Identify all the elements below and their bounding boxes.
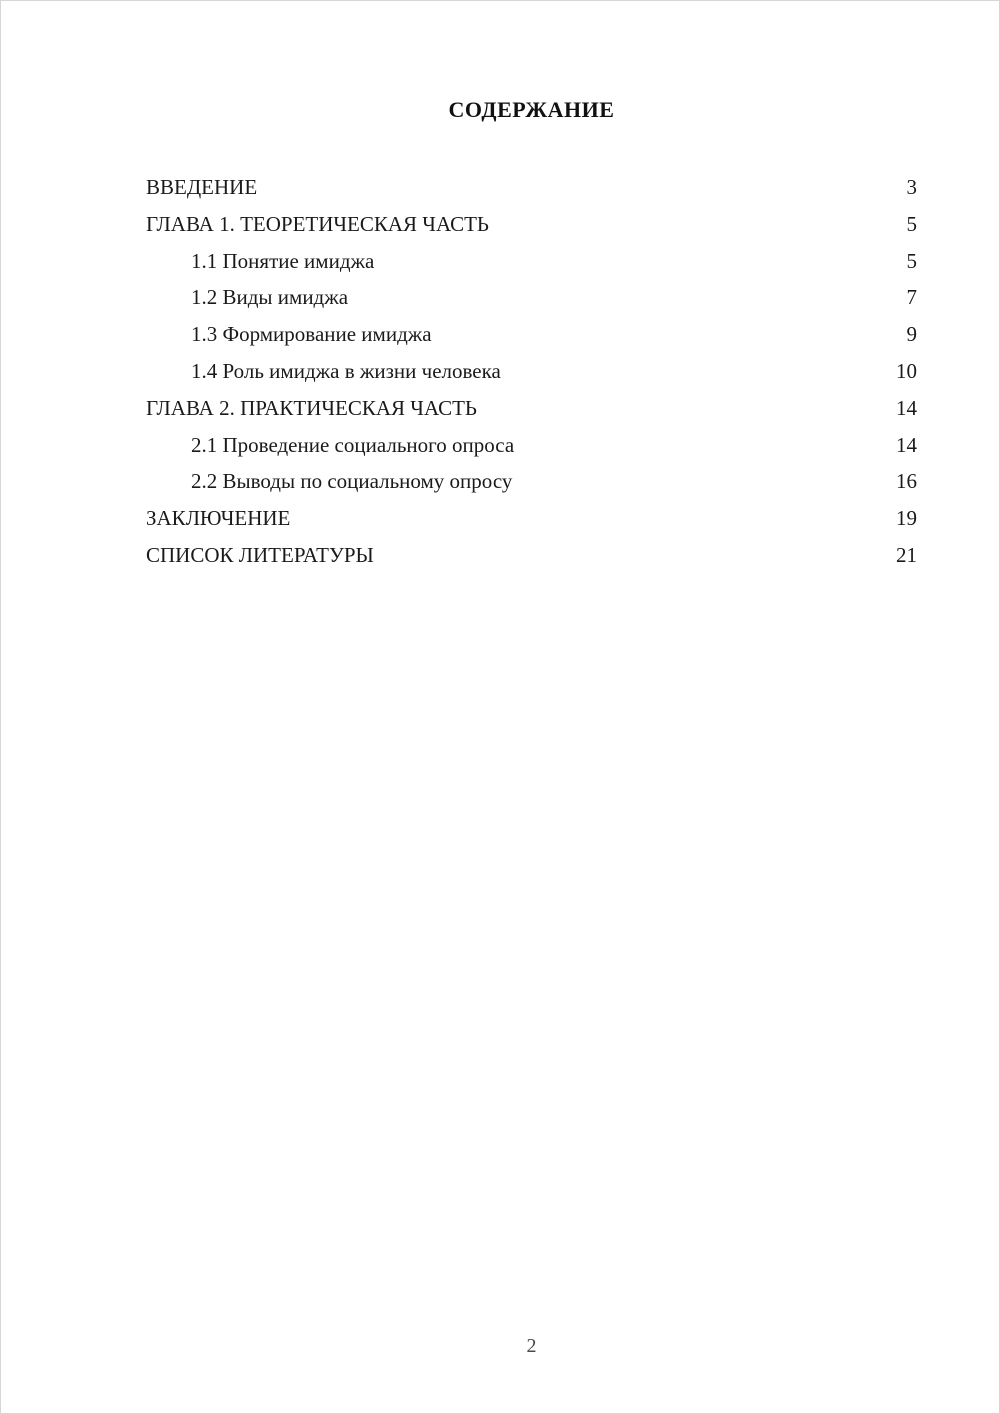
toc-entry [146, 537, 917, 574]
toc-entry [146, 169, 917, 206]
toc-entry [146, 427, 917, 464]
toc-entry-page: 14 [896, 395, 917, 420]
toc-entry-label: 2.1 Проведение социального опроса [191, 432, 515, 457]
toc-entry-page: 3 [906, 175, 917, 199]
toc-entry-page: 21 [896, 542, 917, 567]
toc-entry-label: 1.2 Виды имиджа [191, 285, 349, 310]
toc-entry-page: 9 [906, 322, 917, 347]
toc-entry [146, 279, 917, 316]
toc-entry [146, 500, 917, 537]
table-of-contents [146, 169, 917, 574]
page-content [146, 97, 917, 574]
toc-entry-label: 1.4 Роль имиджа в жизни человека [191, 358, 501, 383]
toc-entry-label: 1.3 Формирование имиджа [191, 322, 432, 347]
toc-entry-label: 1.1 Понятие имиджа [191, 248, 375, 273]
toc-entry-label: ГЛАВА 2. ПРАКТИЧЕСКАЯ ЧАСТЬ [146, 395, 477, 420]
toc-entry [146, 463, 917, 500]
toc-entry-page: 5 [906, 211, 917, 236]
toc-entry-label: ГЛАВА 1. ТЕОРЕТИЧЕСКАЯ ЧАСТЬ [146, 211, 489, 236]
toc-entry [146, 316, 917, 353]
footer-page-number: 2 [526, 1335, 537, 1357]
toc-entry-page: 19 [896, 506, 917, 531]
toc-entry-page: 14 [896, 432, 917, 457]
toc-entry [146, 243, 917, 280]
toc-entry-page: 10 [896, 358, 917, 383]
toc-entry-page: 16 [896, 469, 917, 494]
toc-entry-page: 5 [906, 248, 917, 273]
toc-entry [146, 353, 917, 390]
page-title: СОДЕРЖАНИЕ [448, 97, 615, 122]
toc-entry-page: 7 [906, 285, 917, 310]
toc-entry-label: 2.2 Выводы по социальному опросу [191, 469, 513, 494]
toc-entry-label: СПИСОК ЛИТЕРАТУРЫ [146, 542, 374, 567]
toc-entry [146, 390, 917, 427]
toc-entry-label: ВВЕДЕНИЕ [146, 175, 258, 199]
toc-entry-label: ЗАКЛЮЧЕНИЕ [146, 506, 291, 531]
toc-entry [146, 206, 917, 243]
